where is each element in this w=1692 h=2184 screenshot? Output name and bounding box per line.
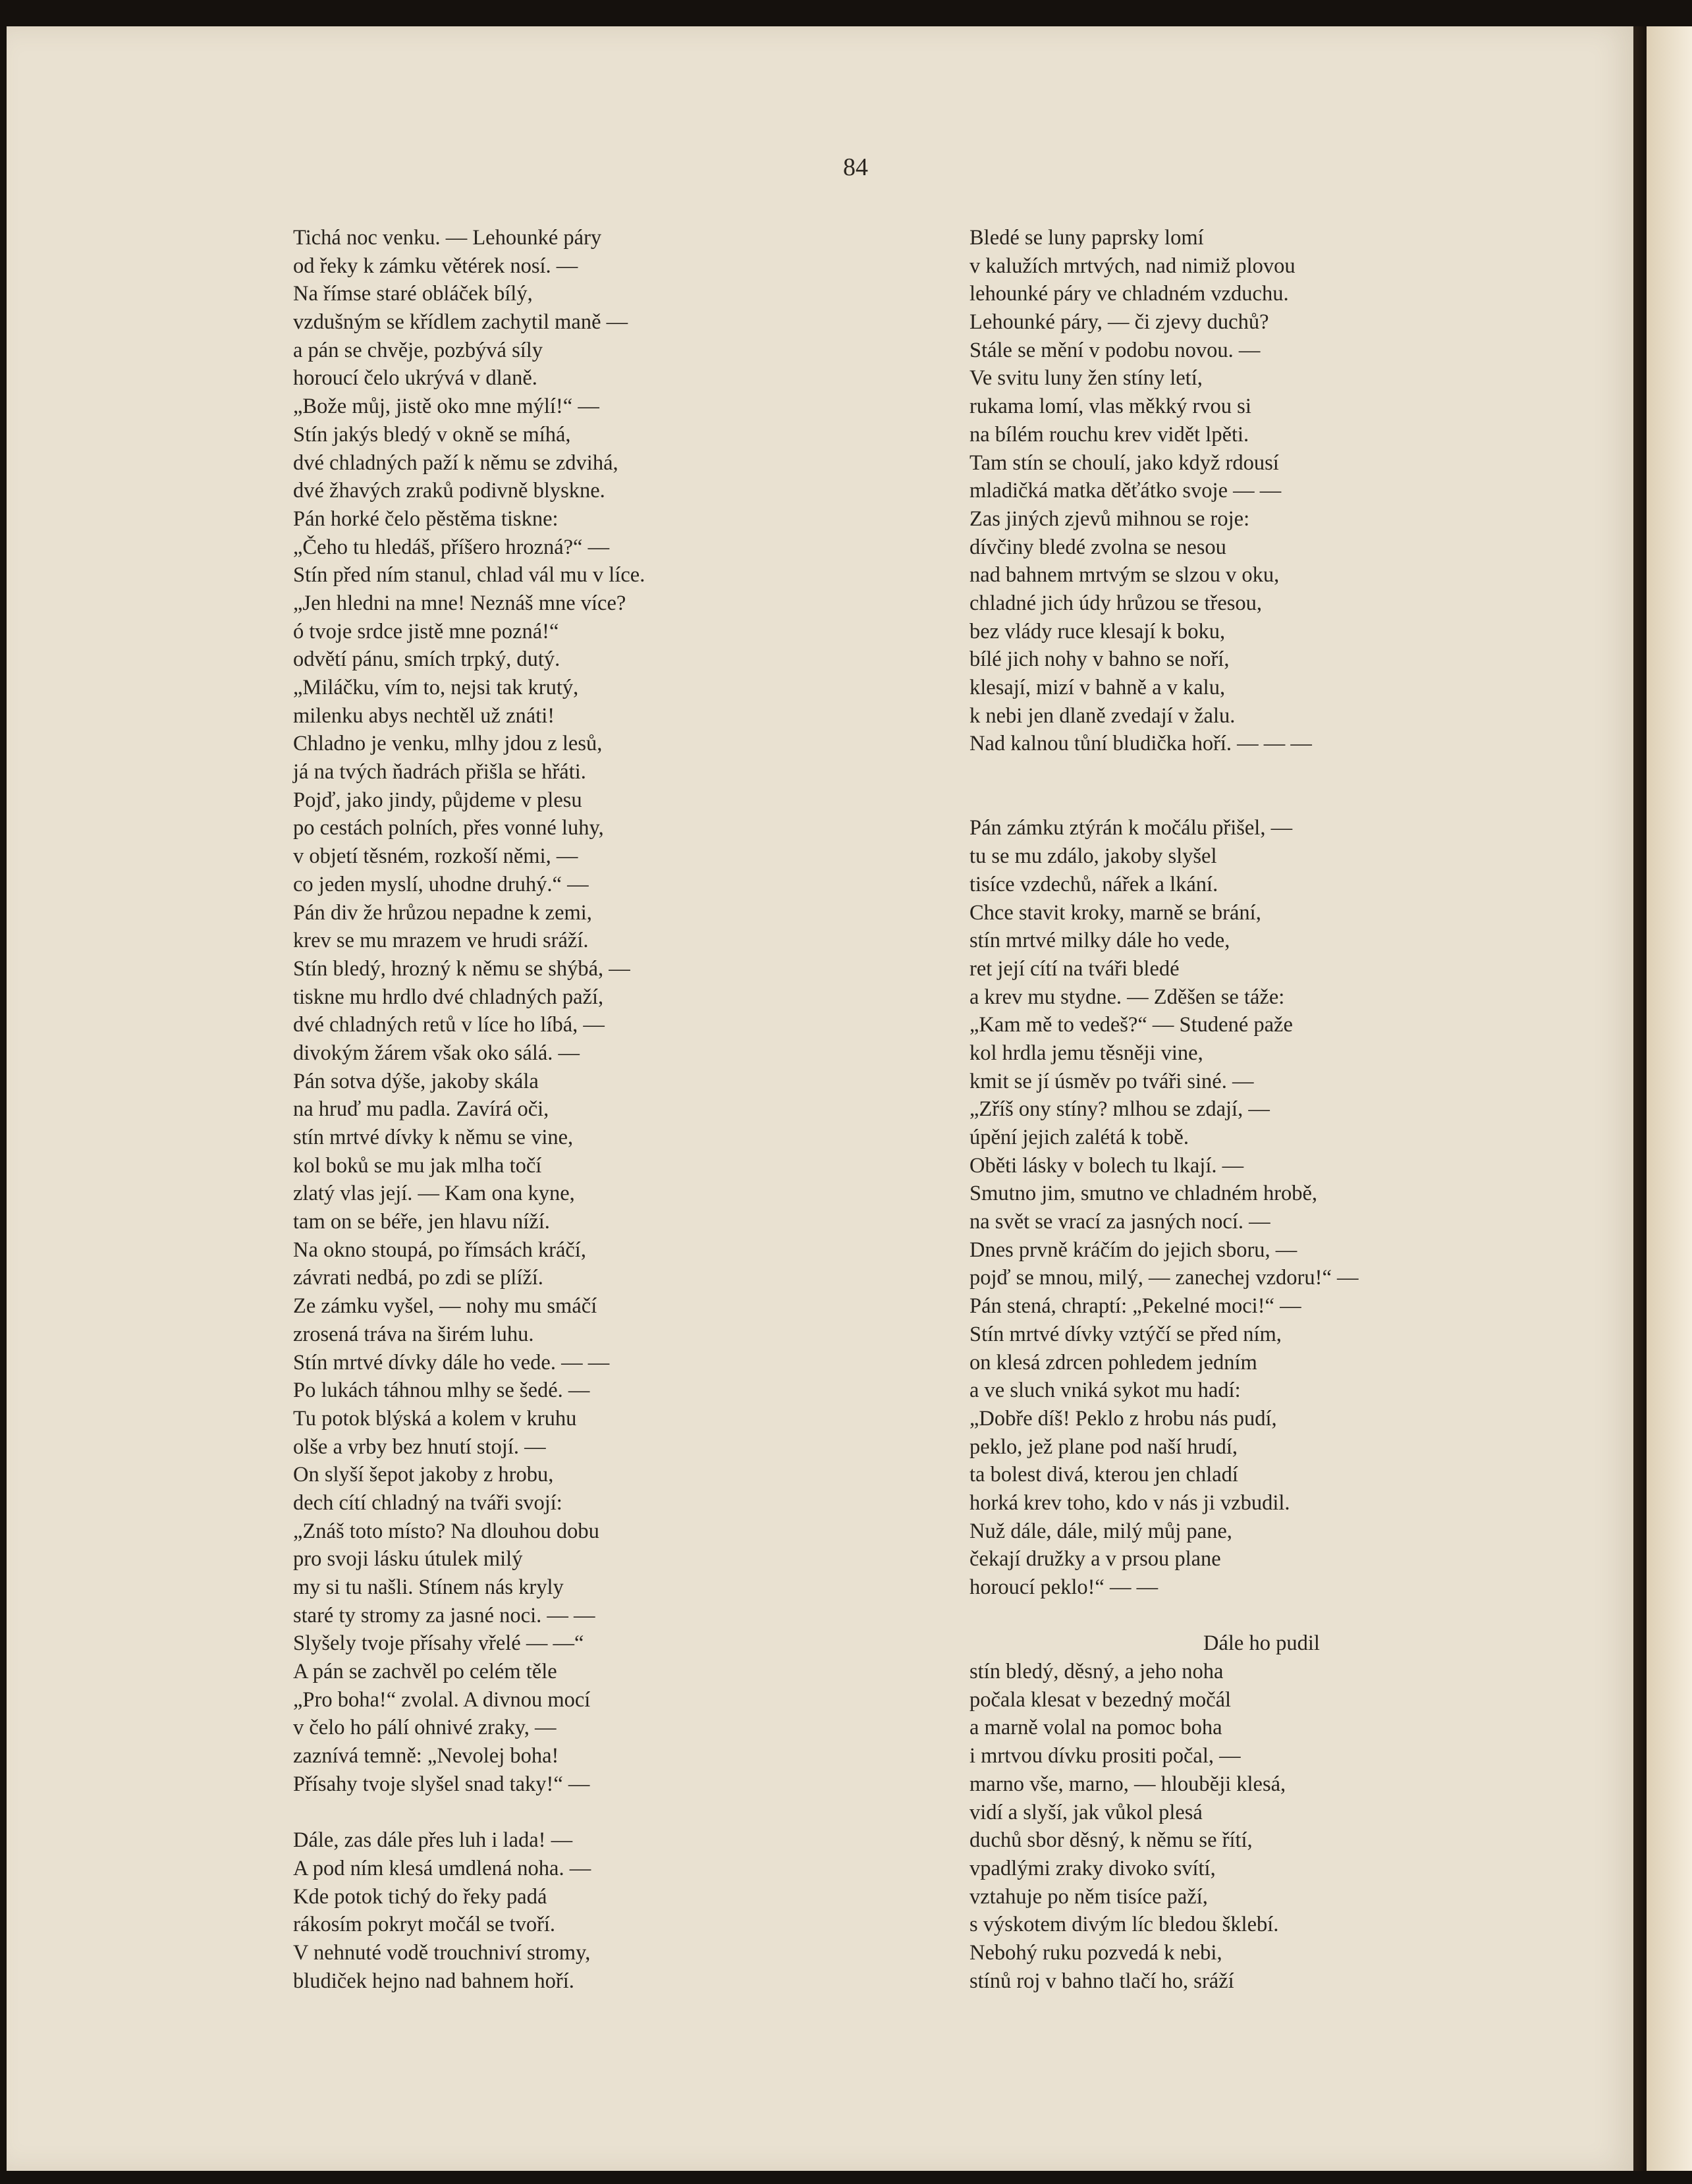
verse-line: tiskne mu hrdlo dvé chladných paží, (293, 985, 604, 1009)
verse-line: na bílém rouchu krev vidět lpěti. (969, 422, 1249, 447)
verse-line: já na tvých ňadrách přišla se hřáti. (293, 760, 586, 784)
verse-line: Pán horké čelo pěstěma tiskne: (293, 506, 559, 531)
stanza-break (293, 1799, 645, 1827)
verse-line: Stín bledý, hrozný k němu se shýbá, — (293, 956, 630, 981)
book-page (7, 26, 1633, 2171)
verse-line: čekají družky a v prsou plane (969, 1547, 1221, 1571)
verse-line: Nebohý ruku pozvedá k nebi, (969, 1940, 1222, 1965)
verse-line: Stín mrtvé dívky dále ho vede. — — (293, 1350, 610, 1375)
verse-line: zrosená tráva na širém luhu. (293, 1322, 534, 1346)
verse-line: duchů sbor děsný, k němu se řítí, (969, 1828, 1253, 1853)
verse-line: k nebi jen dlaně zvedají v žalu. (969, 703, 1236, 728)
verse-line: „Čeho tu hledáš, příšero hrozná?“ — (293, 535, 610, 559)
verse-line: dívčiny bledé zvolna se nesou (969, 535, 1226, 559)
verse-line: stín mrtvé milky dále ho vede, (969, 929, 1230, 953)
verse-line: vzdušným se křídlem zachytil maně — (293, 310, 628, 335)
verse-line: v kalužích mrtvých, nad nimiž plovou (969, 254, 1296, 278)
verse-line: pro svoji lásku útulek milý (293, 1547, 523, 1571)
verse-line: a marně volal na pomoc boha (969, 1716, 1222, 1740)
verse-line: „Bože můj, jistě oko mne mýlí!“ — (293, 395, 599, 419)
verse-line: Bledé se luny paprsky lomí (969, 226, 1204, 250)
verse-line: staré ty stromy za jasné noci. — — (293, 1603, 595, 1627)
verse-line: Nad kalnou tůní bludička hoří. — — — (969, 732, 1312, 756)
verse-line: lehounké páry ve chladném vzduchu. (969, 282, 1289, 306)
verse-line: kol boků se mu jak mlha točí (293, 1153, 542, 1178)
verse-line: Pán stená, chraptí: „Pekelné moci!“ — (969, 1294, 1301, 1319)
book-spine (1633, 26, 1647, 2171)
verse-line: divokým žárem však oko sálá. — (293, 1041, 580, 1065)
verse-line: peklo, jež plane pod naší hrudí, (969, 1434, 1238, 1459)
verse-line: bez vlády ruce klesají k boku, (969, 619, 1226, 643)
verse-line: Pán sotva dýše, jakoby skála (293, 1069, 539, 1093)
verse-line: i mrtvou dívku prositi počal, — (969, 1744, 1241, 1768)
verse-line: Stín jakýs bledý v okně se míhá, (293, 422, 571, 447)
verse-line: Pán div že hrůzou nepadne k zemi, (293, 900, 592, 925)
verse-line: olše a vrby bez hnutí stojí. — (293, 1434, 546, 1459)
verse-line: dech cítí chladný na tváři svojí: (293, 1490, 562, 1515)
verse-line: stín bledý, děsný, a jeho noha (969, 1660, 1224, 1684)
right-poem-column (969, 224, 1359, 1995)
verse-line: rákosím pokryt močál se tvoří. (293, 1913, 556, 1937)
verse-line: ta bolest divá, kterou jen chladí (969, 1463, 1238, 1487)
verse-line: Stále se mění v podobu novou. — (969, 338, 1261, 362)
verse-line: mladičká matka děťátko svoje — — (969, 479, 1282, 503)
verse-line: Tu potok blýská a kolem v kruhu (293, 1406, 577, 1431)
verse-line: úpění jejich zalétá k tobě. (969, 1126, 1189, 1149)
verse-line: kmit se jí úsměv po tváři siné. — (969, 1069, 1254, 1093)
verse-line: Zas jiných zjevů mihnou se roje: (969, 506, 1250, 531)
verse-line: horoucí peklo!“ — — (969, 1575, 1159, 1599)
verse-line: kol hrdla jemu těsněji vine, (969, 1041, 1203, 1065)
verse-line: tisíce vzdechů, nářek a lkání. (969, 872, 1218, 896)
verse-line: Chladno je venku, mlhy jdou z lesů, (293, 732, 603, 756)
verse-line: na hruď mu padla. Zavírá oči, (293, 1097, 549, 1122)
verse-line: v objetí těsném, rozkoší němi, — (293, 844, 578, 869)
verse-line: na svět se vrací za jasných nocí. — (969, 1210, 1270, 1234)
verse-line: Slyšely tvoje přísahy vřelé — —“ (293, 1631, 584, 1656)
verse-line: Po lukách táhnou mlhy se šedé. — (293, 1379, 590, 1403)
verse-line: Na okno stoupá, po římsách kráčí, (293, 1238, 586, 1262)
verse-line: Lehounké páry, — či zjevy duchů? (969, 310, 1269, 335)
verse-line: On slyší šepot jakoby z hrobu, (293, 1463, 554, 1487)
verse-line: Na římse staré obláček bílý, (293, 282, 533, 306)
verse-line: dvé chladných retů v líce ho líbá, — (293, 1013, 605, 1037)
verse-line: vztahuje po něm tisíce paží, (969, 1884, 1208, 1909)
verse-line: dvé chladných paží k němu se zdvihá, (293, 450, 618, 475)
verse-line: Přísahy tvoje slyšel snad taky!“ — (293, 1772, 590, 1796)
verse-line: Nuž dále, dále, milý můj pane, (969, 1519, 1232, 1543)
verse-line: stínů roj v bahno tlačí ho, sráží (969, 1969, 1234, 1993)
verse-line: Stín mrtvé dívky vztýčí se před ním, (969, 1322, 1282, 1346)
verse-line: my si tu našli. Stínem nás kryly (293, 1575, 564, 1599)
verse-line: počala klesat v bezedný močál (969, 1687, 1232, 1712)
verse-line: Dále ho pudil (1203, 1631, 1320, 1656)
verse-line: co jeden myslí, uhodne druhý.“ — (293, 872, 589, 896)
verse-line: Ve svitu luny žen stíny letí, (969, 366, 1203, 391)
verse-line: Kde potok tichý do řeky padá (293, 1884, 547, 1909)
verse-line: tam on se béře, jen hlavu níží. (293, 1210, 550, 1234)
stanza-break (969, 786, 1359, 815)
verse-line: Oběti lásky v bolech tu lkají. — (969, 1153, 1244, 1178)
verse-line: „Jen hledni na mne! Neznáš mne více? (293, 591, 626, 615)
verse-line: a krev mu stydne. — Zděšen se táže: (969, 985, 1285, 1009)
verse-line: horoucí čelo ukrývá v dlaně. (293, 366, 537, 391)
verse-line: „Pro boha!“ zvolal. A divnou mocí (293, 1687, 591, 1712)
verse-line: Pán zámku ztýrán k močálu přišel, — (969, 816, 1293, 840)
verse-line: bílé jich nohy v bahno se noří, (969, 647, 1230, 672)
verse-line: „Kam mě to vedeš?“ — Studené paže (969, 1013, 1293, 1037)
verse-line: „Znáš toto místo? Na dlouhou dobu (293, 1519, 599, 1543)
verse-line: v čelo ho pálí ohnivé zraky, — (293, 1716, 557, 1740)
stanza-break (969, 758, 1359, 786)
verse-line: A pod ním klesá umdlená noha. — (293, 1856, 591, 1880)
verse-line: a pán se chvěje, pozbývá síly (293, 338, 543, 362)
facing-page-edge (1647, 26, 1692, 2171)
verse-line: milenku abys nechtěl už znáti! (293, 703, 555, 728)
verse-line: ret její cítí na tváři bledé (969, 956, 1180, 981)
verse-line: závrati nedbá, po zdi se plíží. (293, 1266, 543, 1290)
verse-line: tu se mu zdálo, jakoby slyšel (969, 844, 1217, 869)
verse-line: rukama lomí, vlas měkký rvou si (969, 395, 1251, 419)
verse-line: „Dobře díš! Peklo z hrobu nás pudí, (969, 1406, 1277, 1431)
stanza-break (969, 1602, 1359, 1630)
left-poem-column (293, 224, 645, 1995)
verse-line: marno vše, marno, — hlouběji klesá, (969, 1772, 1286, 1796)
verse-line: stín mrtvé dívky k němu se vine, (293, 1126, 574, 1149)
verse-line: Dále, zas dále přes luh i lada! — (293, 1828, 573, 1853)
verse-line: vpadlými zraky divoko svítí, (969, 1856, 1216, 1880)
verse-line: „Zříš ony stíny? mlhou se zdají, — (969, 1097, 1270, 1122)
verse-line: klesají, mizí v bahně a v kalu, (969, 676, 1226, 699)
verse-line: od řeky k zámku větérek nosí. — (293, 254, 578, 278)
verse-line: krev se mu mrazem ve hrudi sráží. (293, 929, 589, 953)
verse-line: zaznívá temně: „Nevolej boha! (293, 1744, 559, 1768)
verse-line: Chce stavit kroky, marně se brání, (969, 900, 1261, 925)
verse-line: Smutno jim, smutno ve chladném hrobě, (969, 1182, 1318, 1206)
verse-line: s výskotem divým líc bledou šklebí. (969, 1913, 1279, 1937)
verse-line: ó tvoje srdce jistě mne pozná!“ (293, 619, 559, 643)
verse-line: A pán se zachvěl po celém těle (293, 1660, 557, 1684)
verse-line: chladné jich údy hrůzou se třesou, (969, 591, 1263, 615)
verse-line: a ve sluch vniká sykot mu hadí: (969, 1379, 1241, 1403)
verse-line: horká krev toho, kdo v nás ji vzbudil. (969, 1490, 1290, 1515)
verse-line: V nehnuté vodě trouchniví stromy, (293, 1940, 591, 1965)
verse-line: Tichá noc venku. — Lehounké páry (293, 226, 602, 250)
verse-line: vidí a slyší, jak vůkol plesá (969, 1800, 1203, 1824)
verse-line: Tam stín se choulí, jako když rdousí (969, 450, 1279, 475)
verse-line: nad bahnem mrtvým se slzou v oku, (969, 563, 1280, 587)
verse-line: „Miláčku, vím to, nejsi tak krutý, (293, 676, 579, 699)
verse-line: po cestách polních, přes vonné luhy, (293, 816, 604, 840)
verse-line: bludiček hejno nad bahnem hoří. (293, 1969, 574, 1993)
page-number: 84 (843, 153, 868, 181)
verse-line: on klesá zdrcen pohledem jedním (969, 1350, 1257, 1375)
verse-line: Ze zámku vyšel, — nohy mu smáčí (293, 1294, 597, 1319)
verse-line: odvětí pánu, smích trpký, dutý. (293, 647, 560, 672)
verse-line: dvé žhavých zraků podivně blyskne. (293, 479, 605, 503)
verse-line: Pojď, jako jindy, půjdeme v plesu (293, 788, 582, 812)
verse-line: Stín před ním stanul, chlad vál mu v líce. (293, 563, 645, 587)
verse-line: zlatý vlas její. — Kam ona kyne, (293, 1182, 575, 1206)
verse-line: Dnes prvně kráčím do jejich sboru, — (969, 1238, 1297, 1262)
verse-line: pojď se mnou, milý, — zanechej vzdoru!“ — (969, 1266, 1359, 1290)
